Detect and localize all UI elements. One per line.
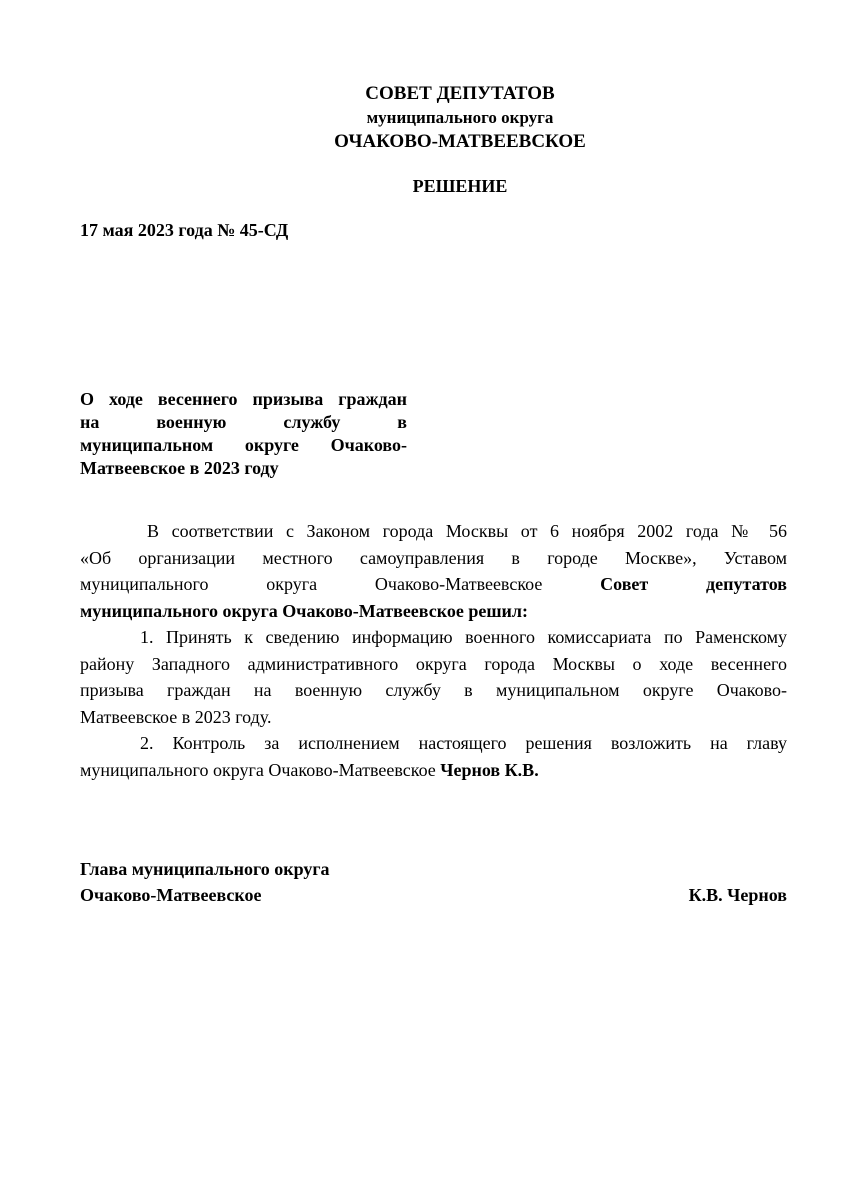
item-2-text: муниципального округа Очаково-Матвеевское	[80, 759, 436, 780]
item-2-line	[80, 757, 787, 784]
intro-paragraph-line	[80, 571, 787, 598]
signatory-district: Очаково-Матвеевское	[80, 885, 262, 905]
responsible-person: Чернов К.В.	[440, 759, 539, 780]
municipal-subtitle: муниципального округа	[366, 108, 554, 127]
item-1-line: призыва граждан на военную службу в муниципальном округе Очаково-	[80, 680, 787, 700]
council-title: СОВЕТ ДЕПУТАТОВ	[365, 83, 555, 104]
subject-line: муниципальном округе Очаково-	[80, 435, 407, 455]
council-bold-text: Совет депутатов	[600, 574, 787, 594]
signatory-position: Глава муниципального округа	[80, 859, 330, 879]
subject-line: О ходе весеннего призыва граждан	[80, 389, 407, 409]
signatory-name: К.В. Чернов	[688, 885, 787, 905]
intro-paragraph-line: «Об организации местного самоуправления в городе Москве», Уставом	[80, 547, 787, 568]
item-2-line: 2. Контроль за исполнением настоящего решения возложить на главу	[140, 733, 787, 753]
intro-paragraph-line: В соответствии с Законом города Москвы от 6 ноября 2002 года № 56	[147, 521, 787, 541]
decision-subject	[80, 388, 407, 480]
item-1-line: 1. Принять к сведению информацию военного комиссариата по Раменскому	[140, 627, 787, 647]
item-1-line: Матвеевское в 2023 году.	[80, 706, 272, 727]
document-header	[36, 82, 848, 154]
signature-block	[80, 856, 787, 908]
decision-title: РЕШЕНИЕ	[412, 176, 508, 196]
item-1-line: району Западного административного округа города Москвы о ходе весеннего	[80, 653, 787, 674]
decision-date-number: 17 мая 2023 года № 45-СД	[80, 220, 289, 240]
district-title: ОЧАКОВО-МАТВЕЕВСКОЕ	[334, 131, 586, 152]
decision-body	[80, 518, 787, 783]
subject-line: Матвеевское в 2023 году	[80, 458, 279, 478]
signature-row	[80, 882, 787, 908]
intro-text: муниципального округа Очаково-Матвеевское	[80, 574, 543, 594]
subject-line: на военную службу в	[80, 412, 407, 432]
intro-resolution-line: муниципального округа Очаково-Матвеевское решил:	[80, 600, 529, 621]
